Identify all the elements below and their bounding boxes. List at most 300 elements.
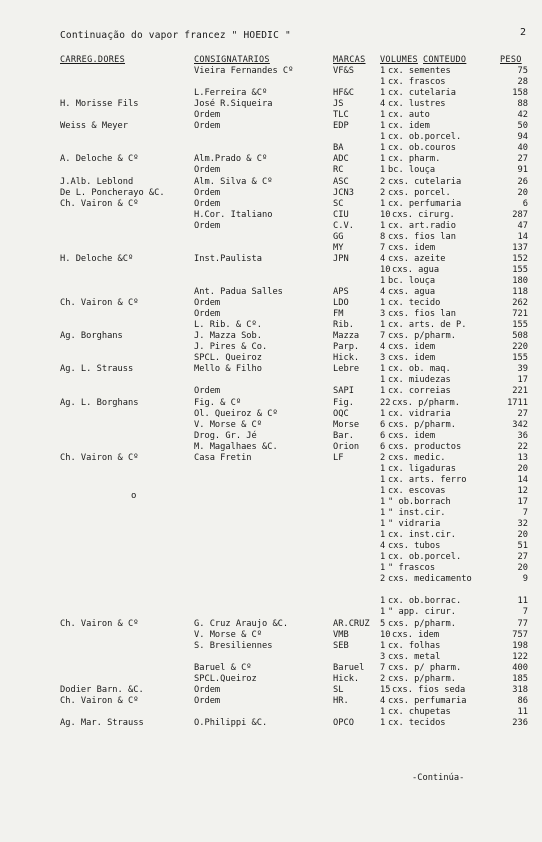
- cell-volumes: 4: [380, 99, 386, 110]
- table-row: [0, 143, 542, 154]
- cell-mark: LF: [333, 452, 344, 463]
- cell-contents: cxs. idem: [388, 430, 436, 441]
- cell-volumes: 15: [380, 684, 391, 695]
- cell-mark: GG: [333, 231, 344, 242]
- cell-mark: VMB: [333, 629, 349, 640]
- cell-mark: Hick.: [333, 673, 360, 684]
- cell-contents: cxs. cutelaria: [388, 176, 462, 187]
- cell-contents: cxs. idem: [392, 629, 440, 640]
- header-marks: MARCAS: [333, 55, 366, 65]
- table-row: [0, 563, 542, 574]
- cell-contents: cx. tecido: [388, 298, 441, 309]
- cell-consignee: Drog. Gr. Jé: [194, 430, 257, 441]
- cell-mark: SAPI: [333, 386, 354, 397]
- table-row: [0, 585, 542, 596]
- cell-contents: bc. louça: [388, 165, 436, 176]
- cell-contents: cx. ob.couros: [388, 143, 456, 154]
- cell-weight: 47: [517, 220, 528, 231]
- cell-weight: 7: [522, 508, 528, 518]
- cell-contents: cxs. idem: [388, 242, 436, 253]
- cell-weight: 32: [517, 519, 528, 530]
- cell-consignee: Ant. Padua Salles: [194, 287, 283, 297]
- cell-consignee: Fig. & Cº: [194, 397, 242, 408]
- cell-contents: cx. tecidos: [388, 717, 446, 728]
- cell-weight: 20: [517, 530, 528, 541]
- cell-contents: cx. chupetas: [388, 706, 451, 717]
- cell-mark: LDO: [333, 298, 349, 309]
- table-row: [0, 88, 542, 99]
- cell-volumes: 4: [380, 342, 386, 353]
- cell-mark: SEB: [333, 640, 349, 651]
- table-row: [0, 364, 542, 375]
- cell-contents: cx. inst.cir.: [388, 530, 456, 541]
- cell-weight: 51: [517, 541, 528, 552]
- cell-volumes: 2: [380, 574, 386, 585]
- cell-weight: 122: [512, 651, 528, 662]
- cell-consignee: Ordem: [194, 165, 221, 176]
- cell-weight: 155: [512, 264, 528, 275]
- table-row: [0, 342, 542, 353]
- cell-volumes: 3: [380, 353, 386, 364]
- cell-consignee: SPCL.Queiroz: [194, 673, 257, 684]
- cell-contents: cxs. metal: [388, 651, 441, 662]
- cell-mark: OQC: [333, 408, 349, 419]
- cell-contents: cxs. agua: [392, 264, 440, 275]
- cell-weight: 14: [517, 474, 528, 485]
- table-row: [0, 386, 542, 397]
- cell-weight: 118: [512, 287, 528, 297]
- cell-volumes: 1: [380, 607, 386, 618]
- cell-weight: 86: [517, 695, 528, 706]
- table-row: [0, 574, 542, 585]
- table-row: [0, 165, 542, 176]
- cell-contents: cxs. tubos: [388, 541, 441, 552]
- cell-volumes: 10: [380, 629, 391, 640]
- table-row: [0, 541, 542, 552]
- cell-volumes: 1: [380, 640, 386, 651]
- cell-weight: 220: [512, 342, 528, 353]
- cell-shipper: Ag. L. Borghans: [60, 397, 139, 408]
- cell-contents: cx. idem: [388, 121, 430, 132]
- cell-volumes: 1: [380, 519, 386, 530]
- cell-weight: 50: [517, 121, 528, 132]
- cell-weight: 22: [517, 441, 528, 452]
- header-shippers: CARREG.DORES: [60, 55, 126, 65]
- cell-consignee: Ordem: [194, 110, 221, 121]
- table-row: [0, 508, 542, 519]
- cell-volumes: 22: [380, 397, 391, 408]
- cell-volumes: 1: [380, 474, 386, 485]
- cell-consignee: V. Morse & Cº: [194, 629, 262, 640]
- cell-consignee: Mello & Filho: [194, 364, 262, 375]
- cell-shipper: Ag. L. Strauss: [60, 364, 134, 375]
- table-row: [0, 552, 542, 563]
- table-row: [0, 674, 542, 685]
- cell-volumes: 1: [380, 154, 386, 165]
- cell-shipper: Weiss & Meyer: [60, 121, 128, 132]
- cell-shipper: J.Alb. Leblond: [60, 176, 134, 187]
- cell-volumes: 4: [380, 541, 386, 552]
- cell-volumes: 1: [380, 485, 386, 496]
- cell-volumes: 1: [380, 563, 386, 574]
- cell-weight: 17: [517, 375, 528, 386]
- table-row: [0, 353, 542, 364]
- cell-consignee: Alm.Prado & Cº: [194, 154, 268, 165]
- cell-weight: 221: [512, 386, 528, 397]
- cell-mark: MY: [333, 242, 344, 253]
- cell-contents: cxs. fios lan: [388, 309, 456, 320]
- cell-consignee: O.Philippi &C.: [194, 717, 268, 728]
- cell-mark: APS: [333, 287, 349, 297]
- cell-weight: 342: [512, 419, 528, 430]
- cell-volumes: 1: [380, 88, 386, 99]
- cell-mark: C.V.: [333, 220, 354, 231]
- cell-contents: cx. ligaduras: [388, 463, 456, 474]
- cell-consignee: V. Morse & Cº: [194, 419, 262, 430]
- cell-contents: cxs. idem: [388, 342, 436, 353]
- cell-consignee: H.Cor. Italiano: [194, 209, 273, 220]
- cell-weight: 757: [512, 629, 528, 640]
- cell-volumes: 1: [380, 77, 386, 88]
- cell-consignee: Ordem: [194, 198, 221, 209]
- cell-mark: OPCO: [333, 717, 354, 728]
- cell-consignee: Casa Fretin: [194, 452, 252, 463]
- cell-mark: Fig.: [333, 397, 354, 408]
- cell-mark: ADC: [333, 154, 349, 165]
- cell-consignee: L. Rib. & Cº.: [194, 320, 262, 331]
- cell-mark: FM: [333, 309, 344, 320]
- cell-weight: 6: [522, 198, 528, 209]
- cell-mark: Rib.: [333, 320, 354, 331]
- cell-weight: 262: [512, 298, 528, 309]
- cell-contents: cxs. productos: [388, 441, 462, 452]
- cell-weight: 77: [517, 618, 528, 629]
- cell-weight: 39: [517, 364, 528, 375]
- cell-consignee: SPCL. Queiroz: [194, 353, 262, 364]
- table-row: [0, 77, 542, 88]
- cell-volumes: 7: [380, 242, 386, 253]
- cell-shipper: A. Deloche & Cº: [60, 154, 139, 165]
- cell-weight: 27: [517, 408, 528, 419]
- cell-contents: cx. arts. ferro: [388, 474, 467, 485]
- cell-mark: TLC: [333, 110, 349, 121]
- cell-contents: cx. arts. de P.: [388, 320, 467, 331]
- cell-contents: cx. art.radio: [388, 220, 456, 231]
- cell-contents: " app. cirur.: [388, 607, 456, 618]
- cell-consignee: Ordem: [194, 220, 221, 231]
- cell-contents: cx. miudezas: [388, 375, 451, 386]
- cell-contents: cx. ob. maq.: [388, 364, 451, 375]
- table-row: [0, 607, 542, 618]
- table-row: [0, 243, 542, 254]
- cell-volumes: 1: [380, 496, 386, 507]
- table-row: [0, 298, 542, 309]
- cell-volumes: 1: [380, 375, 386, 386]
- cell-contents: cx. auto: [388, 110, 430, 121]
- cell-mark: JS: [333, 99, 344, 110]
- cell-weight: 9: [522, 574, 528, 585]
- table-row: [0, 121, 542, 132]
- cell-volumes: 10: [380, 209, 391, 220]
- cell-weight: 152: [512, 253, 528, 264]
- table-row: [0, 210, 542, 221]
- table-row: [0, 442, 542, 453]
- table-row: [0, 254, 542, 265]
- cell-mark: AR.CRUZ: [333, 618, 370, 629]
- header-volumes: VOLUMES: [380, 55, 418, 65]
- cell-contents: cxs. medic.: [388, 452, 446, 463]
- cell-mark: HR.: [333, 695, 349, 706]
- table-row: [0, 475, 542, 486]
- table-row: [0, 66, 542, 77]
- cell-weight: 14: [517, 231, 528, 242]
- cell-mark: EDP: [333, 121, 349, 132]
- table-row: [0, 110, 542, 121]
- cell-consignee: M. Magalhaes &C.: [194, 441, 278, 452]
- cell-contents: cx. vidraria: [388, 408, 451, 419]
- cell-contents: cxs. p/pharm.: [388, 331, 456, 342]
- cell-weight: 155: [512, 320, 528, 331]
- cell-weight: 20: [517, 187, 528, 198]
- cell-contents: cxs. cirurg.: [392, 209, 455, 220]
- cell-volumes: 1: [380, 320, 386, 331]
- cell-mark: Morse: [333, 419, 360, 430]
- table-row: [0, 707, 542, 718]
- cell-weight: 91: [517, 165, 528, 176]
- cell-volumes: 1: [380, 552, 386, 563]
- cell-consignee: Ordem: [194, 121, 221, 132]
- cell-weight: 28: [517, 77, 528, 88]
- cell-volumes: 1: [380, 132, 386, 143]
- table-row: [0, 420, 542, 431]
- table-row: [0, 641, 542, 652]
- table-row: [0, 519, 542, 530]
- cell-mark: Lebre: [333, 364, 360, 375]
- cell-weight: 12: [517, 485, 528, 496]
- cell-weight: 11: [517, 596, 528, 607]
- cell-mark: BA: [333, 143, 344, 154]
- table-row: [0, 199, 542, 210]
- table-row: [0, 132, 542, 143]
- cell-volumes: 6: [380, 430, 386, 441]
- cell-shipper: H. Morisse Fils: [60, 99, 139, 110]
- table-row: [0, 221, 542, 232]
- cell-volumes: 2: [380, 673, 386, 684]
- cell-contents: cx. frascos: [388, 77, 446, 88]
- cell-contents: cxs. azeite: [388, 253, 446, 264]
- table-row: [0, 718, 542, 729]
- cell-contents: cxs. medicamento: [388, 574, 472, 585]
- cell-shipper: Ag. Mar. Strauss: [60, 717, 144, 728]
- cell-volumes: 1: [380, 220, 386, 231]
- table-row: [0, 265, 542, 276]
- cell-consignee: Ordem: [194, 309, 221, 320]
- cell-volumes: 1: [380, 198, 386, 209]
- table-row: [0, 375, 542, 386]
- cell-contents: " ob.borrach: [388, 496, 451, 507]
- table-row: [0, 154, 542, 165]
- cell-weight: 185: [512, 673, 528, 684]
- table-row: [0, 596, 542, 607]
- cell-weight: 94: [517, 132, 528, 143]
- table-row: [0, 287, 542, 298]
- cell-weight: 155: [512, 353, 528, 364]
- cell-shipper: H. Deloche &Cº: [60, 253, 134, 264]
- page-number: 2: [520, 27, 527, 38]
- row-mark: o: [131, 491, 137, 501]
- cell-consignee: J. Pires & Co.: [194, 342, 268, 353]
- cell-weight: 198: [512, 640, 528, 651]
- cell-contents: cxs. p/pharm.: [388, 673, 456, 684]
- cell-volumes: 1: [380, 110, 386, 121]
- cell-contents: cx. correias: [388, 386, 451, 397]
- cell-weight: 27: [517, 552, 528, 563]
- cell-consignee: José R.Siqueira: [194, 99, 273, 110]
- cell-volumes: 2: [380, 187, 386, 198]
- cell-weight: 508: [512, 331, 528, 342]
- cell-mark: Parp.: [333, 342, 360, 353]
- table-row: [0, 696, 542, 707]
- table-row: [0, 398, 542, 409]
- cell-volumes: 4: [380, 287, 386, 297]
- cell-consignee: Ordem: [194, 298, 221, 309]
- cell-contents: cxs. fios lan: [388, 231, 456, 242]
- cell-weight: 318: [512, 684, 528, 695]
- cell-contents: cx. lustres: [388, 99, 446, 110]
- cell-volumes: 4: [380, 253, 386, 264]
- cell-volumes: 6: [380, 419, 386, 430]
- cell-mark: JPN: [333, 253, 349, 264]
- cell-contents: cxs. fios seda: [392, 684, 466, 695]
- cell-weight: 17: [517, 496, 528, 507]
- cell-weight: 180: [512, 275, 528, 286]
- cell-weight: 20: [517, 563, 528, 574]
- table-row: [0, 530, 542, 541]
- cell-mark: Bar.: [333, 430, 354, 441]
- cell-weight: 1711: [507, 397, 528, 408]
- cell-mark: RC: [333, 165, 344, 176]
- cell-mark: HF&C: [333, 88, 354, 99]
- table-row: [0, 630, 542, 641]
- cell-weight: 42: [517, 110, 528, 121]
- cell-volumes: 7: [380, 331, 386, 342]
- cell-consignee: Ordem: [194, 386, 221, 397]
- cell-contents: cxs. idem: [388, 353, 436, 364]
- cell-volumes: 5: [380, 618, 386, 629]
- cell-consignee: Baruel & Cº: [194, 662, 252, 673]
- cell-volumes: 4: [380, 695, 386, 706]
- cell-mark: JCN3: [333, 187, 354, 198]
- table-row: [0, 276, 542, 287]
- cell-weight: 236: [512, 717, 528, 728]
- cell-weight: 11: [517, 706, 528, 717]
- table-row: [0, 663, 542, 674]
- cell-shipper: Ch. Vairon & Cº: [60, 452, 139, 463]
- cell-volumes: 2: [380, 176, 386, 187]
- cell-volumes: 6: [380, 441, 386, 452]
- cell-weight: 26: [517, 176, 528, 187]
- cell-volumes: 10: [380, 264, 391, 275]
- cell-consignee: S. Bresiliennes: [194, 640, 273, 651]
- cell-mark: ASC: [333, 176, 349, 187]
- table-row: [0, 232, 542, 243]
- cell-contents: cx. sementes: [388, 66, 451, 76]
- header-consignees: CONSIGNATARIOS: [194, 55, 270, 65]
- cell-consignee: L.Ferreira &Cº: [194, 88, 268, 99]
- cell-volumes: 3: [380, 651, 386, 662]
- cell-shipper: Ch. Vairon & Cº: [60, 198, 139, 209]
- cell-weight: 158: [512, 88, 528, 99]
- cell-volumes: 3: [380, 309, 386, 320]
- cell-shipper: Dodier Barn. &C.: [60, 684, 144, 695]
- cell-contents: cxs. p/pharm.: [388, 618, 456, 629]
- cell-volumes: 1: [380, 408, 386, 419]
- table-row: [0, 320, 542, 331]
- cell-volumes: 1: [380, 121, 386, 132]
- cell-consignee: J. Mazza Sob.: [194, 331, 262, 342]
- cell-mark: CIU: [333, 209, 349, 220]
- cell-volumes: 1: [380, 508, 386, 518]
- cell-weight: 13: [517, 452, 528, 463]
- continuation-note: -Continúa-: [412, 773, 465, 783]
- cell-weight: 27: [517, 154, 528, 165]
- cell-weight: 20: [517, 463, 528, 474]
- table-row: [0, 331, 542, 342]
- document-title: Continuação do vapor francez " HOEDIC ": [60, 30, 291, 41]
- cell-volumes: 1: [380, 66, 386, 76]
- table-row: [0, 177, 542, 188]
- cell-weight: 36: [517, 430, 528, 441]
- cell-contents: cx. ob.porcel.: [388, 552, 462, 563]
- cell-shipper: Ag. Borghans: [60, 331, 123, 342]
- cell-contents: cxs. p/pharm.: [392, 397, 460, 408]
- cell-contents: cxs. p/ pharm.: [388, 662, 462, 673]
- cell-shipper: Ch. Vairon & Cº: [60, 695, 139, 706]
- cell-mark: Mazza: [333, 331, 360, 342]
- cell-volumes: 1: [380, 298, 386, 309]
- cell-contents: cxs. perfumaria: [388, 695, 467, 706]
- cell-shipper: Ch. Vairon & Cº: [60, 618, 139, 629]
- table-row: [0, 99, 542, 110]
- cell-volumes: 8: [380, 231, 386, 242]
- cell-contents: " frascos: [388, 563, 436, 574]
- cell-volumes: 2: [380, 452, 386, 463]
- header-weight: PESO: [500, 55, 522, 65]
- cell-volumes: 1: [380, 530, 386, 541]
- cell-mark: VF&S: [333, 66, 354, 76]
- cell-weight: 137: [512, 242, 528, 253]
- cell-consignee: Vieira Fernandes Cº: [194, 66, 294, 76]
- cell-consignee: Ordem: [194, 684, 221, 695]
- table-row: [0, 431, 542, 442]
- cell-contents: cx. perfumaria: [388, 198, 462, 209]
- cell-consignee: Ol. Queiroz & Cº: [194, 408, 278, 419]
- cell-volumes: 1: [380, 386, 386, 397]
- cell-contents: cx. ob.porcel.: [388, 132, 462, 143]
- header-contents: CONTEUDO: [423, 55, 467, 65]
- table-row: [0, 619, 542, 630]
- table-row: [0, 652, 542, 663]
- cell-consignee: Ordem: [194, 695, 221, 706]
- cell-volumes: 1: [380, 364, 386, 375]
- cell-consignee: G. Cruz Araujo &C.: [194, 618, 289, 629]
- table-row: [0, 497, 542, 508]
- table-row: [0, 409, 542, 420]
- table-row: [0, 486, 542, 497]
- cell-consignee: Alm. Silva & Cº: [194, 176, 273, 187]
- cell-volumes: 1: [380, 275, 386, 286]
- cell-weight: 7: [522, 607, 528, 618]
